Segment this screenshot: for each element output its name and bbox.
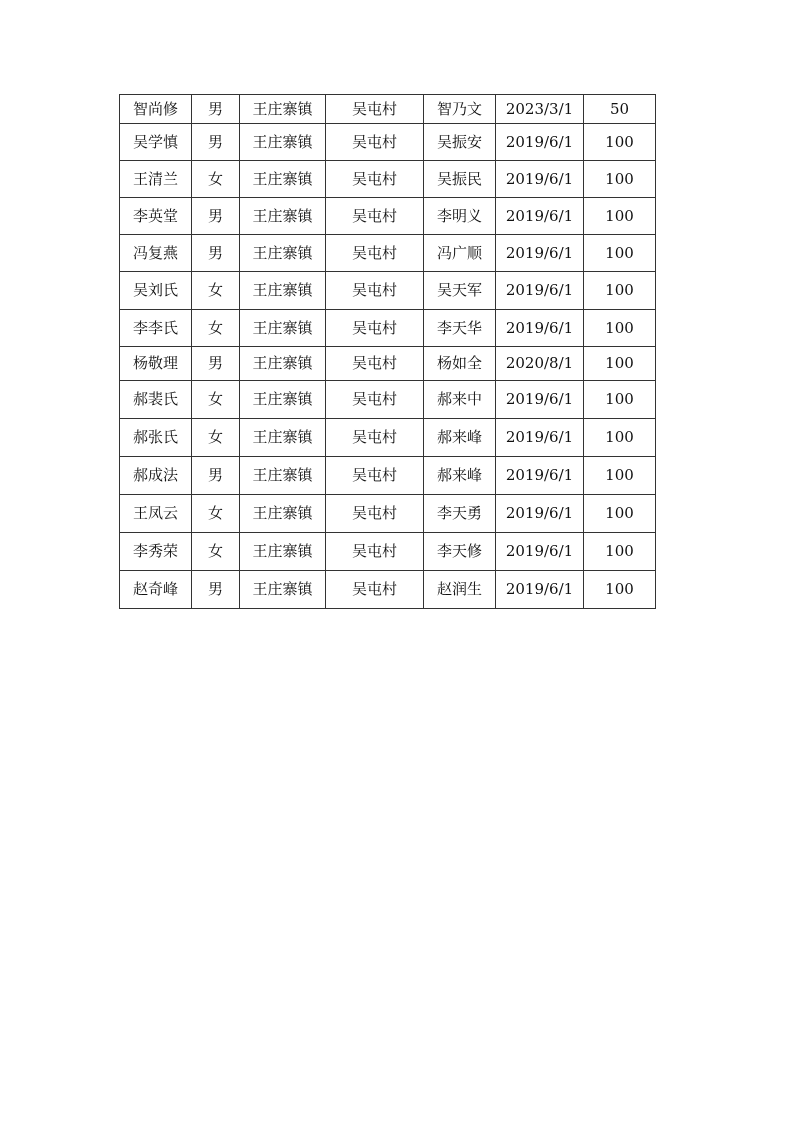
town-cell: 王庄寨镇 bbox=[240, 419, 326, 457]
sex-cell: 男 bbox=[192, 198, 240, 235]
table-row bbox=[120, 235, 656, 272]
town-cell: 王庄寨镇 bbox=[240, 495, 326, 533]
date-cell: 2019/6/1 bbox=[496, 381, 584, 419]
village-cell: 吴屯村 bbox=[326, 495, 424, 533]
name-cell: 吴刘氏 bbox=[120, 272, 192, 310]
name-cell: 郝裴氏 bbox=[120, 381, 192, 419]
sex-cell: 女 bbox=[192, 533, 240, 571]
date-cell: 2019/6/1 bbox=[496, 419, 584, 457]
village-cell: 吴屯村 bbox=[326, 457, 424, 495]
village-cell: 吴屯村 bbox=[326, 419, 424, 457]
amount-cell: 100 bbox=[584, 419, 656, 457]
town-cell: 王庄寨镇 bbox=[240, 124, 326, 161]
town-cell: 王庄寨镇 bbox=[240, 310, 326, 347]
household-head-cell: 李天修 bbox=[424, 533, 496, 571]
sex-cell: 男 bbox=[192, 347, 240, 381]
sex-cell: 男 bbox=[192, 95, 240, 124]
name-cell: 李英堂 bbox=[120, 198, 192, 235]
household-head-cell: 智乃文 bbox=[424, 95, 496, 124]
town-cell: 王庄寨镇 bbox=[240, 533, 326, 571]
town-cell: 王庄寨镇 bbox=[240, 272, 326, 310]
name-cell: 李秀荣 bbox=[120, 533, 192, 571]
date-cell: 2019/6/1 bbox=[496, 310, 584, 347]
household-head-cell: 吴天军 bbox=[424, 272, 496, 310]
household-head-cell: 李天华 bbox=[424, 310, 496, 347]
name-cell: 王清兰 bbox=[120, 161, 192, 198]
household-head-cell: 郝来峰 bbox=[424, 419, 496, 457]
date-cell: 2020/8/1 bbox=[496, 347, 584, 381]
village-cell: 吴屯村 bbox=[326, 381, 424, 419]
table-row bbox=[120, 495, 656, 533]
sex-cell: 女 bbox=[192, 381, 240, 419]
household-head-cell: 吴振安 bbox=[424, 124, 496, 161]
sex-cell: 男 bbox=[192, 457, 240, 495]
date-cell: 2019/6/1 bbox=[496, 457, 584, 495]
sex-cell: 女 bbox=[192, 419, 240, 457]
village-cell: 吴屯村 bbox=[326, 272, 424, 310]
town-cell: 王庄寨镇 bbox=[240, 571, 326, 609]
amount-cell: 100 bbox=[584, 235, 656, 272]
name-cell: 杨敬理 bbox=[120, 347, 192, 381]
table-row bbox=[120, 571, 656, 609]
table-row bbox=[120, 95, 656, 124]
date-cell: 2019/6/1 bbox=[496, 571, 584, 609]
name-cell: 王凤云 bbox=[120, 495, 192, 533]
amount-cell: 100 bbox=[584, 198, 656, 235]
household-head-cell: 李天勇 bbox=[424, 495, 496, 533]
sex-cell: 男 bbox=[192, 571, 240, 609]
household-head-cell: 冯广顺 bbox=[424, 235, 496, 272]
amount-cell: 100 bbox=[584, 161, 656, 198]
household-head-cell: 赵润生 bbox=[424, 571, 496, 609]
date-cell: 2019/6/1 bbox=[496, 124, 584, 161]
amount-cell: 100 bbox=[584, 272, 656, 310]
table-row bbox=[120, 124, 656, 161]
table-row bbox=[120, 310, 656, 347]
name-cell: 赵奇峰 bbox=[120, 571, 192, 609]
roster-table-body bbox=[120, 95, 656, 609]
date-cell: 2019/6/1 bbox=[496, 235, 584, 272]
town-cell: 王庄寨镇 bbox=[240, 347, 326, 381]
village-cell: 吴屯村 bbox=[326, 124, 424, 161]
name-cell: 李李氏 bbox=[120, 310, 192, 347]
household-head-cell: 杨如全 bbox=[424, 347, 496, 381]
table-row bbox=[120, 457, 656, 495]
date-cell: 2019/6/1 bbox=[496, 533, 584, 571]
date-cell: 2019/6/1 bbox=[496, 161, 584, 198]
amount-cell: 100 bbox=[584, 124, 656, 161]
village-cell: 吴屯村 bbox=[326, 95, 424, 124]
name-cell: 郝张氏 bbox=[120, 419, 192, 457]
table-row bbox=[120, 347, 656, 381]
sex-cell: 男 bbox=[192, 124, 240, 161]
town-cell: 王庄寨镇 bbox=[240, 95, 326, 124]
town-cell: 王庄寨镇 bbox=[240, 198, 326, 235]
amount-cell: 100 bbox=[584, 457, 656, 495]
amount-cell: 100 bbox=[584, 571, 656, 609]
date-cell: 2019/6/1 bbox=[496, 198, 584, 235]
household-head-cell: 吴振民 bbox=[424, 161, 496, 198]
amount-cell: 50 bbox=[584, 95, 656, 124]
household-head-cell: 李明义 bbox=[424, 198, 496, 235]
table-row bbox=[120, 161, 656, 198]
village-cell: 吴屯村 bbox=[326, 571, 424, 609]
village-cell: 吴屯村 bbox=[326, 161, 424, 198]
table-row bbox=[120, 381, 656, 419]
household-head-cell: 郝来峰 bbox=[424, 457, 496, 495]
sex-cell: 女 bbox=[192, 310, 240, 347]
amount-cell: 100 bbox=[584, 495, 656, 533]
town-cell: 王庄寨镇 bbox=[240, 381, 326, 419]
village-cell: 吴屯村 bbox=[326, 235, 424, 272]
table-row bbox=[120, 198, 656, 235]
table-row bbox=[120, 419, 656, 457]
household-head-cell: 郝来中 bbox=[424, 381, 496, 419]
name-cell: 郝成法 bbox=[120, 457, 192, 495]
town-cell: 王庄寨镇 bbox=[240, 457, 326, 495]
name-cell: 智尚修 bbox=[120, 95, 192, 124]
village-cell: 吴屯村 bbox=[326, 347, 424, 381]
amount-cell: 100 bbox=[584, 310, 656, 347]
village-cell: 吴屯村 bbox=[326, 198, 424, 235]
roster-table bbox=[119, 94, 656, 609]
date-cell: 2019/6/1 bbox=[496, 495, 584, 533]
sex-cell: 女 bbox=[192, 495, 240, 533]
amount-cell: 100 bbox=[584, 347, 656, 381]
village-cell: 吴屯村 bbox=[326, 533, 424, 571]
amount-cell: 100 bbox=[584, 533, 656, 571]
village-cell: 吴屯村 bbox=[326, 310, 424, 347]
name-cell: 冯复燕 bbox=[120, 235, 192, 272]
table-row bbox=[120, 272, 656, 310]
town-cell: 王庄寨镇 bbox=[240, 161, 326, 198]
sex-cell: 女 bbox=[192, 161, 240, 198]
table-row bbox=[120, 533, 656, 571]
name-cell: 吴学慎 bbox=[120, 124, 192, 161]
date-cell: 2019/6/1 bbox=[496, 272, 584, 310]
sex-cell: 男 bbox=[192, 235, 240, 272]
town-cell: 王庄寨镇 bbox=[240, 235, 326, 272]
sex-cell: 女 bbox=[192, 272, 240, 310]
amount-cell: 100 bbox=[584, 381, 656, 419]
date-cell: 2023/3/1 bbox=[496, 95, 584, 124]
